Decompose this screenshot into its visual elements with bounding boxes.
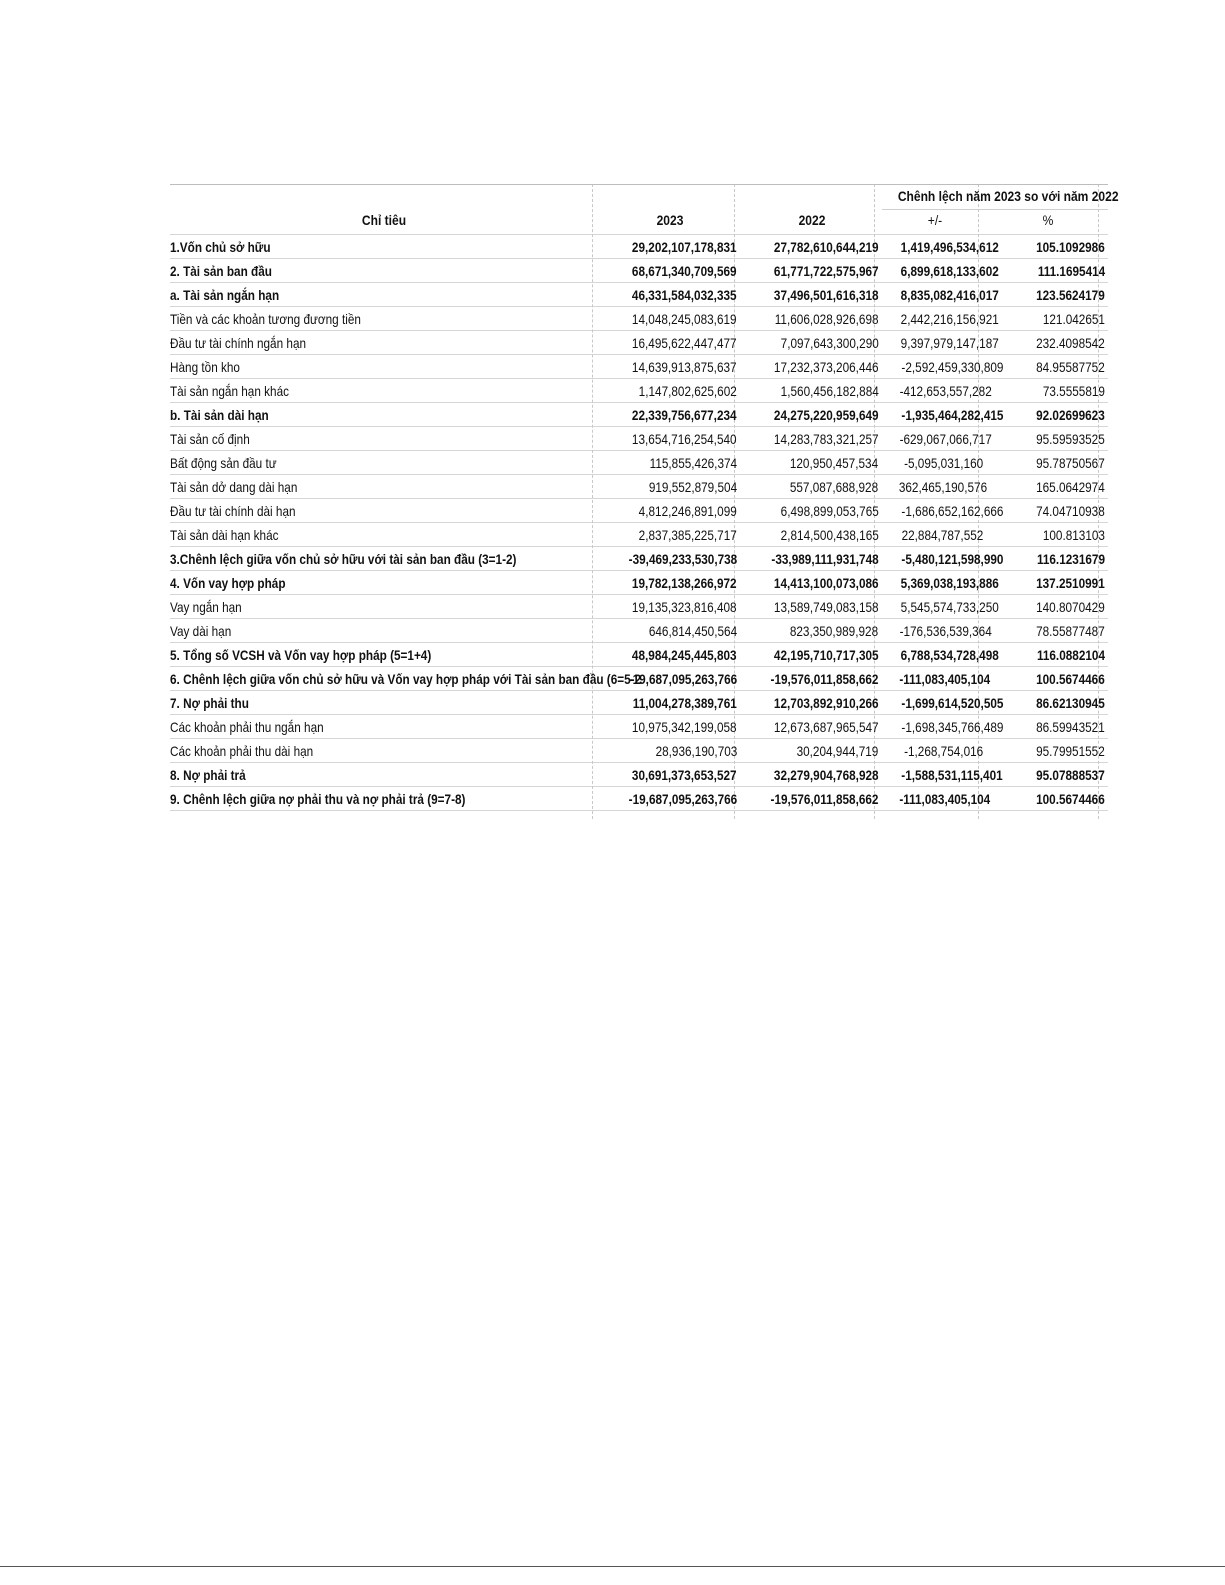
row-indicator: Hàng tồn kho	[170, 358, 240, 375]
row-indicator: Tài sản dài hạn khác	[170, 526, 279, 543]
value-2023-cell	[597, 499, 741, 523]
value-percent-cell	[987, 667, 1108, 691]
value-2022-cell	[740, 235, 882, 259]
row-indicator: Bất động sản đầu tư	[170, 454, 277, 471]
value-2022-cell	[740, 523, 882, 547]
page-bottom-rule	[0, 1566, 1225, 1567]
value-2022: 32,279,904,768,928	[773, 766, 879, 783]
value-percent: 165.0642974	[1036, 478, 1105, 495]
value-percent: 84.95587752	[1036, 358, 1105, 375]
value-2023: -19,687,095,263,766	[628, 670, 738, 687]
value-difference: -5,480,121,598,990	[900, 550, 1004, 567]
header-group-divider	[882, 209, 1108, 210]
value-2023-cell	[597, 787, 741, 811]
value-percent: 74.04710938	[1036, 502, 1105, 519]
value-percent-cell	[987, 235, 1108, 259]
table-row	[170, 235, 1108, 259]
value-2022: 13,589,749,083,158	[773, 598, 879, 615]
value-difference-cell	[882, 715, 1004, 739]
row-indicator-cell	[170, 499, 597, 523]
table-row	[170, 355, 1108, 379]
row-indicator: 3.Chênh lệch giữa vốn chủ sở hữu với tài sản ban đầu (3=1-2)	[170, 550, 517, 567]
value-2023-cell	[597, 643, 741, 667]
row-indicator-cell	[170, 571, 597, 595]
value-2023: 19,782,138,266,972	[632, 574, 738, 591]
value-difference-cell	[882, 619, 992, 643]
value-percent-cell	[987, 643, 1108, 667]
value-difference: -1,686,652,162,666	[900, 502, 1004, 519]
row-indicator-cell	[170, 451, 597, 475]
value-2022: -33,989,111,931,748	[771, 550, 879, 567]
table-row	[170, 523, 1108, 547]
value-percent-cell	[987, 259, 1108, 283]
value-percent: 73.5555819	[1042, 382, 1105, 399]
value-difference-cell	[882, 523, 987, 547]
row-indicator-cell	[170, 427, 597, 451]
value-2022: 61,771,722,575,967	[773, 262, 879, 279]
value-difference: 362,465,190,576	[898, 478, 987, 495]
value-2023-cell	[597, 403, 741, 427]
value-difference: -5,095,031,160	[904, 454, 984, 471]
value-2022-cell	[740, 715, 882, 739]
row-indicator-cell	[170, 355, 597, 379]
value-2023-cell	[597, 715, 741, 739]
table-row	[170, 403, 1108, 427]
value-2023: 13,654,716,254,540	[632, 430, 738, 447]
value-2022: 27,782,610,644,219	[773, 238, 879, 255]
value-2023-cell	[597, 307, 741, 331]
row-indicator-cell	[170, 403, 597, 427]
value-percent: 100.5674466	[1036, 670, 1105, 687]
value-percent-cell	[987, 475, 1108, 499]
value-2022-cell	[740, 451, 882, 475]
value-percent-cell	[987, 763, 1108, 787]
value-2023-cell	[597, 763, 741, 787]
value-percent: 95.59593525	[1036, 430, 1105, 447]
value-2022: 120,950,457,534	[790, 454, 879, 471]
value-difference-cell	[882, 355, 1004, 379]
value-2022: 2,814,500,438,165	[780, 526, 879, 543]
value-percent: 86.59943521	[1036, 718, 1105, 735]
header-year-2022: 2022	[798, 212, 826, 228]
row-indicator-cell	[170, 259, 597, 283]
value-percent-cell	[987, 571, 1108, 595]
value-2022-cell	[740, 763, 882, 787]
row-indicator-cell	[170, 235, 597, 259]
header-year-2023: 2023	[656, 212, 684, 228]
table-row	[170, 715, 1108, 739]
value-2022-cell	[740, 787, 882, 811]
value-2022: 14,283,783,321,257	[773, 430, 879, 447]
value-2022-cell	[740, 595, 882, 619]
row-indicator-cell	[170, 619, 597, 643]
value-2022-cell	[740, 499, 882, 523]
value-2022-cell	[740, 259, 882, 283]
value-difference: -1,588,531,115,401	[900, 766, 1003, 783]
value-2023: 1,147,802,625,602	[638, 382, 738, 399]
header-indicator: Chỉ tiêu	[361, 212, 407, 228]
row-indicator-cell	[170, 307, 597, 331]
value-percent-cell	[987, 499, 1108, 523]
value-2022-cell	[740, 403, 882, 427]
row-indicator: 8. Nợ phải trả	[170, 766, 246, 783]
value-2022-cell	[740, 331, 882, 355]
row-indicator-cell	[170, 787, 597, 811]
value-2023-cell	[597, 451, 741, 475]
value-2023: 29,202,107,178,831	[632, 238, 738, 255]
value-2023: 919,552,879,504	[648, 478, 738, 495]
value-percent: 123.5624179	[1036, 286, 1105, 303]
row-indicator: a. Tài sản ngắn hạn	[170, 286, 280, 303]
value-2023-cell	[597, 619, 741, 643]
value-percent-cell	[987, 547, 1108, 571]
value-2023: 2,837,385,225,717	[638, 526, 738, 543]
table-row	[170, 691, 1108, 715]
row-indicator: Vay ngắn hạn	[170, 598, 242, 615]
value-percent: 140.8070429	[1036, 598, 1105, 615]
table-row	[170, 475, 1108, 499]
row-indicator: Tài sản dở dang dài hạn	[170, 478, 298, 495]
value-percent-cell	[987, 691, 1108, 715]
value-difference: 8,835,082,416,017	[900, 286, 999, 303]
value-percent: 95.78750567	[1036, 454, 1105, 471]
row-indicator-cell	[170, 691, 597, 715]
value-2023-cell	[597, 547, 741, 571]
value-2022-cell	[740, 619, 882, 643]
value-2022: 37,496,501,616,318	[773, 286, 879, 303]
value-2022: -19,576,011,858,662	[770, 670, 879, 687]
value-2022: 1,560,456,182,884	[780, 382, 879, 399]
value-difference-cell	[882, 307, 999, 331]
value-2023: 14,048,245,083,619	[632, 310, 738, 327]
value-2023: -39,469,233,530,738	[628, 550, 738, 567]
value-2023: 115,855,426,374	[649, 454, 738, 471]
value-difference-cell	[882, 739, 987, 763]
row-indicator: Tài sản cố định	[170, 430, 250, 447]
value-2022: 24,275,220,959,649	[773, 406, 879, 423]
value-2023-cell	[597, 427, 741, 451]
value-2022: 557,087,688,928	[790, 478, 879, 495]
value-percent: 121.042651	[1042, 310, 1105, 327]
row-indicator-cell	[170, 739, 597, 763]
table-row	[170, 451, 1108, 475]
value-2022: 14,413,100,073,086	[773, 574, 879, 591]
value-difference-cell	[882, 379, 992, 403]
value-difference: -629,067,066,717	[899, 430, 992, 447]
value-difference-cell	[882, 763, 1003, 787]
header-difference-group: Chênh lệch năm 2023 so với năm 2022	[897, 188, 1119, 204]
value-2023: 646,814,450,564	[648, 622, 738, 639]
value-2022: 7,097,643,300,290	[780, 334, 879, 351]
value-percent-cell	[987, 403, 1108, 427]
value-difference: -111,083,405,104	[898, 670, 990, 687]
value-difference-cell	[882, 235, 999, 259]
value-2023: 14,639,913,875,637	[632, 358, 738, 375]
value-2023-cell	[597, 283, 741, 307]
value-difference: 22,884,787,552	[901, 526, 984, 543]
row-indicator-cell	[170, 547, 597, 571]
value-difference: -1,268,754,016	[904, 742, 984, 759]
row-indicator: 1.Vốn chủ sở hữu	[170, 238, 271, 255]
table-row	[170, 595, 1108, 619]
value-2023: 10,975,342,199,058	[632, 718, 738, 735]
value-percent-cell	[987, 619, 1108, 643]
value-2022: 12,703,892,910,266	[773, 694, 879, 711]
value-2022: 6,498,899,053,765	[780, 502, 879, 519]
value-difference-cell	[882, 571, 999, 595]
value-difference-cell	[882, 403, 1004, 427]
row-indicator: 2. Tài sản ban đầu	[170, 262, 272, 279]
value-difference-cell	[882, 667, 990, 691]
row-indicator-cell	[170, 331, 597, 355]
value-difference: -176,536,539,364	[899, 622, 992, 639]
table-row	[170, 763, 1108, 787]
value-percent: 100.5674466	[1036, 790, 1105, 807]
value-difference: -111,083,405,104	[898, 790, 990, 807]
row-indicator-cell	[170, 667, 642, 691]
value-percent-cell	[987, 451, 1108, 475]
value-2022-cell	[740, 379, 882, 403]
row-indicator: Đầu tư tài chính ngắn hạn	[170, 334, 307, 351]
row-indicator-cell	[170, 379, 597, 403]
value-percent-cell	[987, 283, 1108, 307]
value-2023: 11,004,278,389,761	[633, 694, 738, 711]
value-difference: 1,419,496,534,612	[900, 238, 999, 255]
row-indicator-cell	[170, 643, 597, 667]
value-2022: 11,606,028,926,698	[774, 310, 879, 327]
value-difference: -1,699,614,520,505	[900, 694, 1004, 711]
value-2023: -19,687,095,263,766	[628, 790, 738, 807]
value-2023-cell	[597, 595, 741, 619]
value-2023: 19,135,323,816,408	[632, 598, 738, 615]
value-percent: 232.4098542	[1036, 334, 1105, 351]
value-2022: 12,673,687,965,547	[773, 718, 879, 735]
value-difference: 2,442,216,156,921	[900, 310, 999, 327]
value-difference-cell	[882, 259, 999, 283]
table-row	[170, 331, 1108, 355]
value-2023-cell	[597, 571, 741, 595]
table-row	[170, 667, 1108, 691]
value-difference-cell	[882, 331, 999, 355]
value-2022: -19,576,011,858,662	[770, 790, 879, 807]
value-percent-cell	[987, 787, 1108, 811]
value-difference-cell	[882, 547, 1004, 571]
value-2022-cell	[740, 307, 882, 331]
value-2023-cell	[597, 691, 741, 715]
table-row	[170, 499, 1108, 523]
value-percent: 116.1231679	[1036, 550, 1105, 567]
value-2022: 823,350,989,928	[790, 622, 879, 639]
table-row	[170, 427, 1108, 451]
value-difference-cell	[882, 475, 987, 499]
value-2023: 4,812,246,891,099	[638, 502, 738, 519]
value-2022-cell	[740, 571, 882, 595]
row-indicator: Các khoản phải thu dài hạn	[170, 742, 314, 759]
row-indicator-cell	[170, 523, 597, 547]
value-2022: 30,204,944,719	[796, 742, 879, 759]
value-percent-cell	[987, 523, 1108, 547]
value-difference-cell	[882, 691, 1004, 715]
row-indicator: 4. Vốn vay hợp pháp	[170, 574, 286, 591]
value-difference: -1,698,345,766,489	[900, 718, 1004, 735]
value-2022: 17,232,373,206,446	[773, 358, 879, 375]
row-indicator: 6. Chênh lệch giữa vốn chủ sở hữu và Vốn vay hợp pháp với Tài sản ban đầu (6=5-2	[170, 670, 642, 687]
row-indicator-cell	[170, 595, 597, 619]
table-row	[170, 379, 1108, 403]
value-2022-cell	[740, 283, 882, 307]
value-2023-cell	[597, 379, 741, 403]
value-2022-cell	[740, 643, 882, 667]
table-row	[170, 283, 1108, 307]
value-2022-cell	[740, 355, 882, 379]
value-2023: 68,671,340,709,569	[632, 262, 738, 279]
value-difference-cell	[882, 595, 999, 619]
value-2023: 16,495,622,447,477	[632, 334, 738, 351]
value-percent: 100.813103	[1042, 526, 1105, 543]
header-difference: +/-	[927, 212, 943, 228]
value-2023-cell	[597, 355, 741, 379]
value-2023-cell	[597, 523, 741, 547]
row-indicator: Tiền và các khoản tương đương tiền	[170, 310, 361, 327]
row-indicator: 9. Chênh lệch giữa nợ phải thu và nợ phải trả (9=7-8)	[170, 790, 466, 807]
value-difference-cell	[882, 283, 999, 307]
table-row	[170, 571, 1108, 595]
financial-table	[170, 184, 1119, 811]
header-percent: %	[1042, 212, 1054, 228]
value-difference: 6,788,534,728,498	[900, 646, 999, 663]
value-percent-cell	[987, 427, 1108, 451]
row-indicator-cell	[170, 475, 597, 499]
row-indicator: Vay dài hạn	[170, 622, 232, 639]
value-difference-cell	[882, 427, 992, 451]
value-difference-cell	[882, 643, 999, 667]
table-row	[170, 619, 1108, 643]
value-2023: 22,339,756,677,234	[632, 406, 738, 423]
value-percent: 86.62130945	[1036, 694, 1105, 711]
value-2023: 48,984,245,445,803	[632, 646, 738, 663]
table-row	[170, 259, 1108, 283]
value-difference: -1,935,464,282,415	[900, 406, 1004, 423]
table-row	[170, 307, 1108, 331]
value-2023-cell	[597, 235, 741, 259]
value-percent: 95.07888537	[1036, 766, 1105, 783]
row-indicator: 7. Nợ phải thu	[170, 694, 249, 711]
column-divider	[592, 184, 593, 819]
value-percent: 116.0882104	[1036, 646, 1105, 663]
value-2023-cell	[597, 475, 741, 499]
value-percent-cell	[987, 379, 1108, 403]
value-difference-cell	[882, 499, 1004, 523]
value-percent-cell	[987, 355, 1108, 379]
row-indicator-cell	[170, 283, 597, 307]
value-2022: 42,195,710,717,305	[773, 646, 879, 663]
value-percent-cell	[987, 307, 1108, 331]
value-2023: 30,691,373,653,527	[632, 766, 738, 783]
value-difference: -412,653,557,282	[899, 382, 992, 399]
row-indicator-cell	[170, 763, 597, 787]
value-difference: 9,397,979,147,187	[900, 334, 999, 351]
value-2022-cell	[740, 667, 882, 691]
value-2022-cell	[740, 547, 882, 571]
value-difference: 6,899,618,133,602	[900, 262, 999, 279]
row-indicator: Đầu tư tài chính dài hạn	[170, 502, 296, 519]
value-2022-cell	[740, 739, 882, 763]
value-percent: 137.2510991	[1036, 574, 1105, 591]
value-difference: 5,369,038,193,886	[900, 574, 999, 591]
value-2022-cell	[740, 427, 882, 451]
table-row	[170, 643, 1108, 667]
value-percent: 111.1695414	[1037, 262, 1105, 279]
value-percent-cell	[987, 331, 1108, 355]
row-indicator: 5. Tổng số VCSH và Vốn vay hợp pháp (5=1+4)	[170, 646, 432, 663]
value-percent-cell	[987, 595, 1108, 619]
value-difference-cell	[882, 787, 990, 811]
value-2023-cell	[597, 331, 741, 355]
row-indicator: Các khoản phải thu ngắn hạn	[170, 718, 324, 735]
value-difference: -2,592,459,330,809	[900, 358, 1004, 375]
value-2022-cell	[740, 691, 882, 715]
value-percent: 78.55877487	[1036, 622, 1105, 639]
row-indicator: b. Tài sản dài hạn	[170, 406, 269, 423]
row-indicator: Tài sản ngắn hạn khác	[170, 382, 289, 399]
table-body	[170, 235, 1108, 811]
value-percent: 105.1092986	[1036, 238, 1105, 255]
value-2023-cell	[597, 259, 741, 283]
value-2023: 28,936,190,703	[655, 742, 738, 759]
value-2023-cell	[597, 739, 741, 763]
row-indicator-cell	[170, 715, 597, 739]
data-table	[170, 234, 1108, 811]
table-row	[170, 739, 1108, 763]
table-row	[170, 787, 1108, 811]
value-2023: 46,331,584,032,335	[632, 286, 738, 303]
value-difference-cell	[882, 451, 987, 475]
value-2022-cell	[740, 475, 882, 499]
value-difference: 5,545,574,733,250	[900, 598, 999, 615]
value-percent-cell	[987, 739, 1108, 763]
value-percent: 92.02699623	[1036, 406, 1105, 423]
value-percent: 95.79951552	[1036, 742, 1105, 759]
table-row	[170, 547, 1108, 571]
table-header	[170, 184, 1119, 234]
value-percent-cell	[987, 715, 1108, 739]
